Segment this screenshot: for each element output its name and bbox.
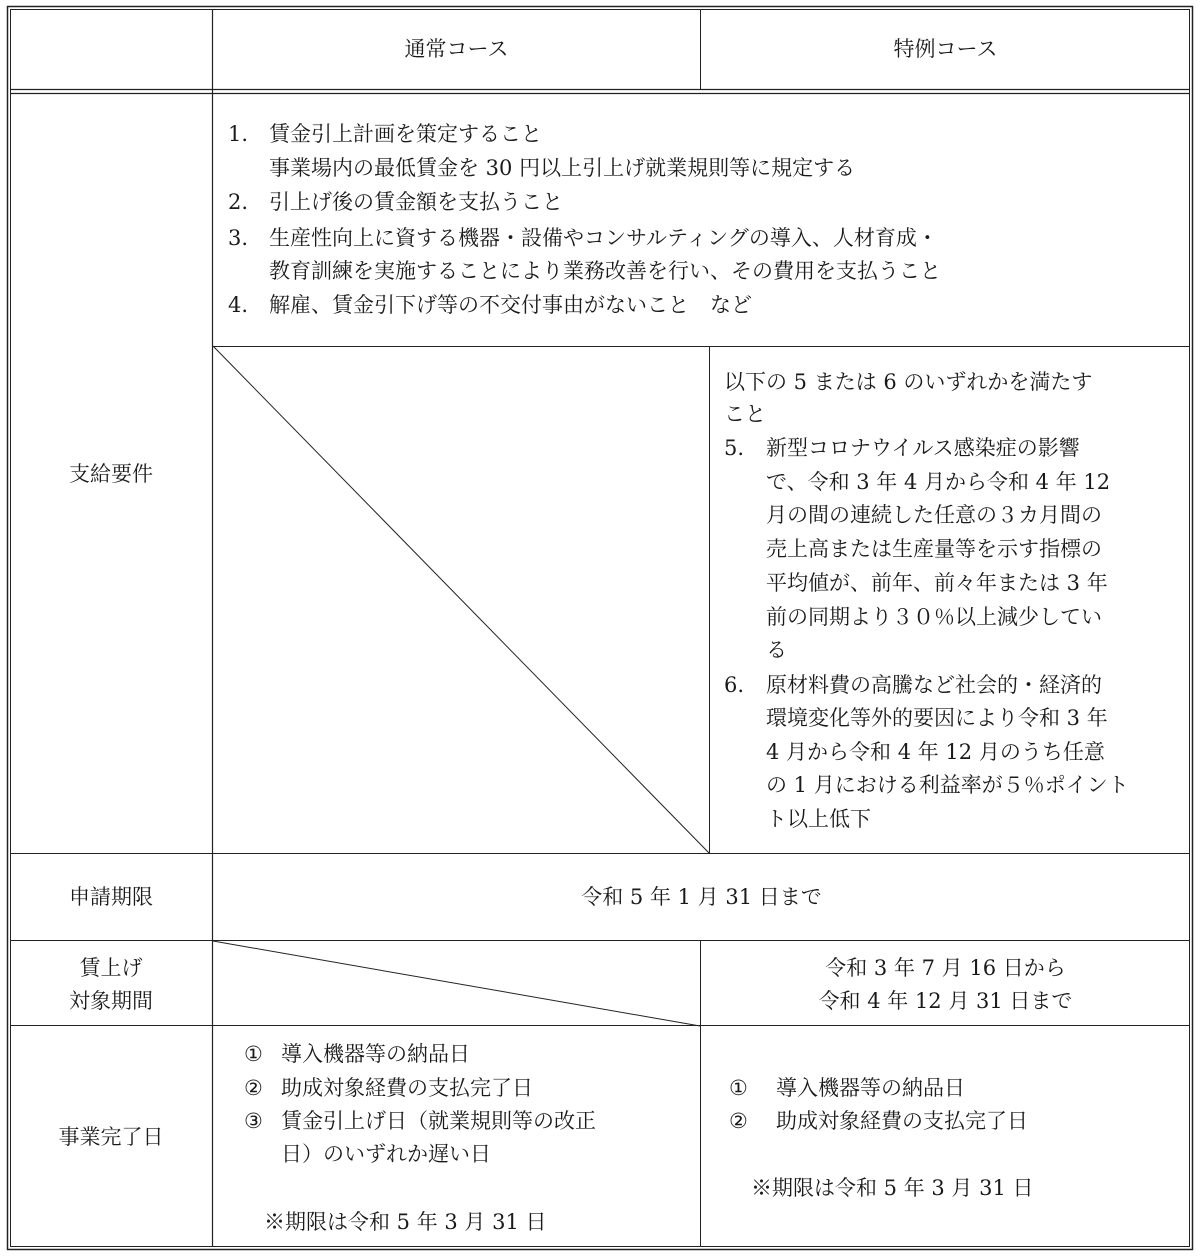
list-item-number: 3.	[228, 226, 249, 250]
list-item: ト以上低下	[766, 807, 871, 831]
special-intro-line: こと	[724, 402, 766, 426]
list-item: 月の間の連続した任意の３カ月間の	[766, 503, 1102, 527]
list-item: る	[766, 638, 787, 662]
list-item-number: ②	[729, 1109, 748, 1133]
label-requirements: 支給要件	[69, 462, 153, 486]
list-item: 賃金引上計画を策定すること	[269, 122, 542, 146]
completion-note: ※期限は令和 5 年 3 月 31 日	[751, 1176, 1034, 1200]
list-item: 導入機器等の納品日	[281, 1042, 470, 1066]
special-intro-line: 以下の 5 または 6 のいずれかを満たす	[724, 370, 1093, 394]
list-item-number: 2.	[228, 190, 249, 214]
list-item-number: ①	[244, 1042, 263, 1066]
header-special-course: 特例コース	[893, 37, 998, 61]
list-item: 売上高または生産量等を示す指標の	[766, 537, 1102, 561]
list-item: 解雇、賃金引下げ等の不交付事由がないこと など	[269, 293, 752, 317]
list-item: 生産性向上に資する機器・設備やコンサルティングの導入、人材育成・	[269, 226, 938, 250]
list-item: で、令和 3 年 4 月から令和 4 年 12	[766, 470, 1111, 494]
completion-note: ※期限は令和 5 年 3 月 31 日	[264, 1210, 547, 1234]
list-item: 前の同期より３０％以上減少してい	[766, 605, 1102, 629]
list-item-number: ②	[244, 1076, 263, 1100]
list-item: 賃金引上げ日（就業規則等の改正	[281, 1109, 596, 1133]
list-item: 助成対象経費の支払完了日	[776, 1109, 1028, 1133]
list-item-number: 1.	[228, 122, 249, 146]
list-item: 環境変化等外的要因により令和 3 年	[766, 706, 1108, 730]
list-item: 平均値が、前年、前々年または 3 年	[766, 571, 1108, 595]
list-item: 導入機器等の納品日	[776, 1076, 965, 1100]
list-item: 日）のいずれか遅い日	[281, 1142, 491, 1166]
list-item: 事業場内の最低賃金を 30 円以上引上げ就業規則等に規定する	[269, 156, 856, 180]
deadline-value: 令和 5 年 1 月 31 日まで	[581, 885, 822, 909]
list-item: 原材料費の高騰など社会的・経済的	[766, 673, 1102, 697]
list-item: 教育訓練を実施することにより業務改善を行い、その費用を支払うこと	[269, 259, 941, 283]
wage-period-start: 令和 3 年 7 月 16 日から	[825, 956, 1066, 980]
label-wage-period-2: 対象期間	[69, 989, 153, 1013]
header-normal-course: 通常コース	[404, 37, 509, 61]
list-item-number: ①	[729, 1076, 748, 1100]
list-item: 助成対象経費の支払完了日	[281, 1076, 533, 1100]
list-item: 新型コロナウイルス感染症の影響	[766, 436, 1080, 460]
list-item: 引上げ後の賃金額を支払うこと	[269, 190, 563, 214]
label-wage-period-1: 賃上げ	[79, 956, 143, 980]
list-item-number: 4.	[228, 293, 249, 317]
list-item-number: ③	[244, 1109, 263, 1133]
wage-period-end: 令和 4 年 12 月 31 日まで	[818, 989, 1073, 1013]
list-item-number: 5.	[724, 436, 745, 460]
label-deadline: 申請期限	[69, 885, 153, 909]
list-item: の 1 月における利益率が５％ポイント	[766, 773, 1129, 797]
label-completion: 事業完了日	[58, 1125, 164, 1149]
list-item-number: 6.	[724, 673, 745, 697]
list-item: 4 月から令和 4 年 12 月のうち任意	[766, 740, 1105, 764]
